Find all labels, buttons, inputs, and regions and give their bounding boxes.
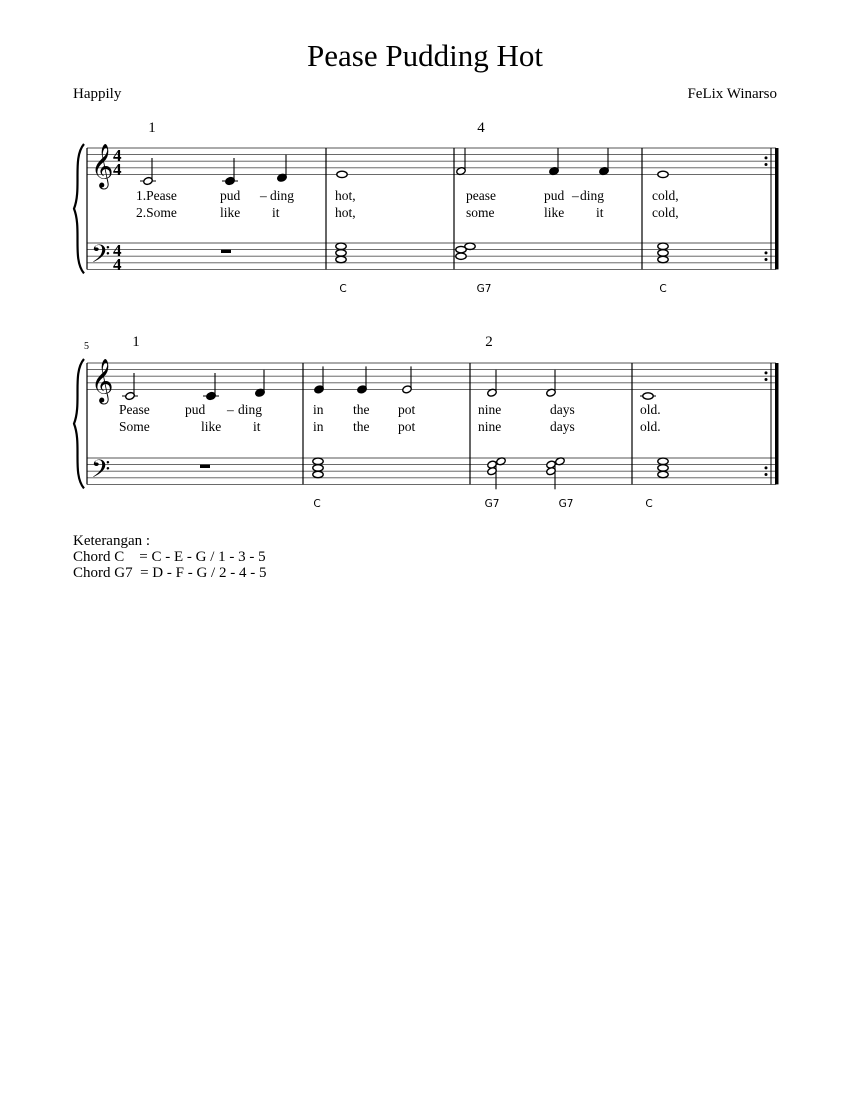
composer-name: FeLix Winarso (687, 86, 777, 102)
notehead (336, 256, 346, 262)
lyric-syllable: 1.Pease (136, 188, 177, 203)
lyric-syllable: pot (398, 402, 416, 417)
repeat-dot (765, 371, 768, 374)
lyric-syllable: ding (238, 402, 263, 417)
notehead (313, 458, 323, 464)
time-signature-bottom: 4 (113, 255, 122, 274)
notehead (658, 243, 668, 249)
lyric-syllable: hot, (335, 188, 356, 203)
repeat-dot (765, 258, 768, 261)
lyric-syllable: Pease (119, 402, 150, 417)
lyric-syllable: pot (398, 419, 416, 434)
lyric-syllable: pud (544, 188, 565, 203)
lyric-syllable: Some (119, 419, 150, 434)
chord-symbol: G7 (484, 498, 500, 510)
lyric-syllable: like (201, 419, 222, 434)
time-signature-top: 4 (113, 241, 122, 260)
lyric-syllable: pud (185, 402, 206, 417)
lyric-syllable: old. (640, 419, 661, 434)
chord-symbol: C (313, 498, 321, 510)
chord-symbol: C (339, 283, 347, 295)
notehead (336, 250, 346, 256)
lyric-syllable: ding (270, 188, 295, 203)
lyric-syllable: – (227, 402, 234, 417)
fingering-number: 4 (477, 120, 485, 136)
system-1 (74, 120, 779, 295)
treble-clef-icon: 𝄞 (91, 358, 114, 403)
repeat-dot (765, 163, 768, 166)
lyric-syllable: nine (478, 419, 502, 434)
notehead (313, 471, 323, 477)
lyric-syllable: pease (466, 188, 496, 203)
brace (74, 359, 84, 488)
chord-symbol: G7 (476, 283, 492, 295)
lyric-syllable: the (353, 402, 370, 417)
lyric-syllable: it (596, 205, 604, 220)
lyric-syllable: nine (478, 402, 502, 417)
whole-rest-icon (200, 465, 210, 468)
chord-legend (73, 533, 266, 581)
lyric-syllable: hot, (335, 205, 356, 220)
measure-number: 5 (84, 341, 89, 352)
song-title: Pease Pudding Hot (307, 38, 543, 73)
whole-rest-icon (221, 250, 231, 253)
chord-symbol: C (659, 283, 667, 295)
lyric-syllable: cold, (652, 205, 679, 220)
notehead (658, 171, 668, 177)
notehead (658, 250, 668, 256)
lyric-syllable: the (353, 419, 370, 434)
lyric-syllable: pud (220, 188, 241, 203)
repeat-dot (765, 466, 768, 469)
notehead (658, 465, 668, 471)
chord-symbol: C (645, 498, 653, 510)
measure-1 (140, 155, 287, 253)
notehead (658, 256, 668, 262)
notehead (337, 171, 347, 177)
notehead (336, 243, 346, 249)
notehead (313, 465, 323, 471)
legend-line-c: Chord C = C - E - G / 1 - 3 - 5 (73, 549, 266, 565)
lyric-syllable: cold, (652, 188, 679, 203)
tempo-marking: Happily (73, 86, 122, 102)
lyric-syllable: – (572, 188, 579, 203)
measure-3 (485, 370, 574, 510)
notehead (465, 243, 475, 249)
lyric-syllable: like (544, 205, 565, 220)
lyric-syllable: days (550, 419, 575, 434)
fingering-number: 1 (148, 120, 156, 136)
lyric-syllable: 2.Some (136, 205, 177, 220)
bass-clef-icon: 𝄢 (91, 455, 111, 490)
measure-2 (313, 366, 412, 510)
lyric-syllable: in (313, 402, 324, 417)
time-signature-top: 4 (113, 146, 122, 165)
repeat-dot (765, 378, 768, 381)
final-barline (775, 363, 779, 484)
lyric-syllable: old. (640, 402, 661, 417)
lyric-syllable: – (260, 188, 267, 203)
lyric-syllable: some (466, 205, 495, 220)
system-2 (74, 334, 779, 510)
lyric-syllable: like (220, 205, 241, 220)
legend-heading: Keterangan : (73, 533, 151, 549)
fingering-number: 1 (132, 334, 140, 350)
chord-symbol: G7 (558, 498, 574, 510)
time-signature-bottom: 4 (113, 160, 122, 179)
legend-line-g7: Chord G7 = D - F - G / 2 - 4 - 5 (73, 565, 267, 581)
lyric-syllable: it (272, 205, 280, 220)
notehead (456, 253, 466, 259)
repeat-dot (765, 156, 768, 159)
bass-clef-icon: 𝄢 (91, 240, 111, 275)
lyric-syllable: in (313, 419, 324, 434)
lyric-syllable: it (253, 419, 261, 434)
lyric-syllable: days (550, 402, 575, 417)
treble-clef-icon: 𝄞 (91, 143, 114, 188)
notehead (643, 393, 653, 399)
final-barline (775, 148, 779, 269)
measure-3 (456, 148, 609, 295)
brace (74, 144, 84, 273)
notehead (658, 458, 668, 464)
notehead (658, 471, 668, 477)
repeat-dot (765, 473, 768, 476)
fingering-number: 2 (485, 334, 493, 350)
lyric-syllable: ding (580, 188, 605, 203)
repeat-dot (765, 251, 768, 254)
